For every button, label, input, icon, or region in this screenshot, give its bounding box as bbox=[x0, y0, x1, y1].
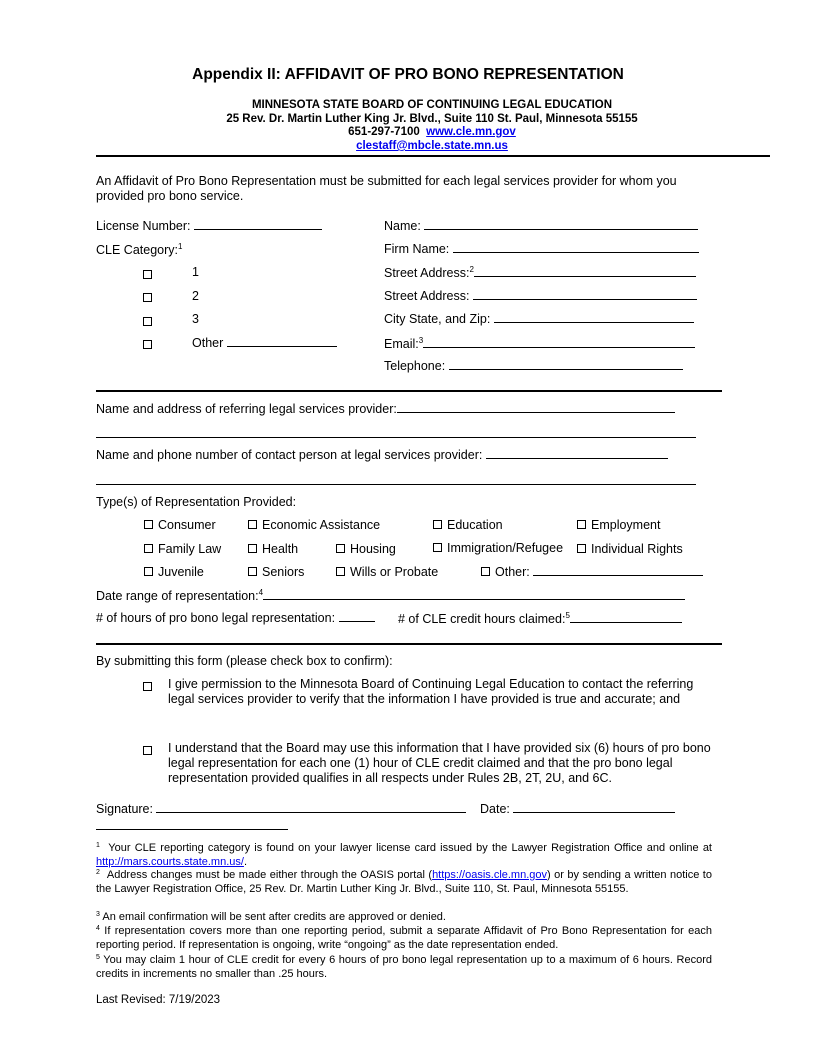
signature-line[interactable] bbox=[156, 802, 466, 813]
contact-person-line[interactable] bbox=[486, 448, 668, 459]
rep-seniors-option[interactable]: Seniors bbox=[248, 565, 304, 579]
footnote-5: $^5$ You may claim 1 hour of CLE credit for every 6 hours of pro bono legal representation up to a maximum of 6 hours. Record credits in increments no smaller than .25 hours. bbox=[96, 954, 713, 980]
license-number-line[interactable] bbox=[194, 219, 322, 230]
mars-courts-link[interactable]: http://mars.courts.state.mn.us/ bbox=[96, 855, 244, 868]
street-address-1-line[interactable] bbox=[474, 266, 696, 277]
signature-label: Signature: bbox=[96, 802, 153, 816]
footnote-ref-4: 4 bbox=[258, 588, 264, 597]
category-other-field[interactable] bbox=[192, 336, 337, 350]
contact-person-label: Name and phone number of contact person at legal services provider: bbox=[96, 448, 483, 462]
category-2-checkbox[interactable] bbox=[143, 293, 152, 302]
footnote-separator bbox=[96, 829, 288, 830]
rep-family-law-option[interactable]: Family Law bbox=[144, 542, 221, 556]
footnote-1: $^1$ Your CLE reporting category is found on your lawyer license card issued by the Lawyer Registration Office and online at http://mars.courts.state.mn.us/. bbox=[96, 842, 712, 868]
confirm-understand-text: I understand that the Board may use this information that I have provided six (6) hours of pro bono legal representation for each one (1) hour of CLE credit claimed and that the pro bono legal representation provided qualifies in all respects under Rules 2B, 2T, 2U, and 6C. bbox=[168, 741, 711, 785]
name-field[interactable] bbox=[384, 219, 698, 233]
rep-housing-option[interactable]: Housing bbox=[336, 542, 396, 556]
referring-provider-line[interactable] bbox=[397, 402, 675, 413]
rep-health-checkbox[interactable] bbox=[248, 544, 257, 553]
rep-other-checkbox[interactable] bbox=[481, 567, 490, 576]
category-other-label: Other bbox=[192, 336, 224, 350]
footnote-ref-1: 1 bbox=[177, 242, 183, 251]
rep-immigration-checkbox[interactable] bbox=[433, 543, 442, 552]
org-address: 25 Rev. Dr. Martin Luther King Jr. Blvd., Suite 110 St. Paul, Minnesota 55155 bbox=[226, 113, 638, 125]
org-name: MINNESOTA STATE BOARD OF CONTINUING LEGAL EDUCATION bbox=[251, 99, 613, 111]
email-line[interactable] bbox=[423, 337, 695, 348]
org-phone: 651-297-7100 bbox=[348, 126, 420, 138]
rep-consumer-checkbox[interactable] bbox=[144, 520, 153, 529]
signature-date-line[interactable] bbox=[513, 802, 675, 813]
confirm-understand-checkbox[interactable] bbox=[143, 746, 152, 755]
cle-category-label: CLE Category:$^1$ bbox=[96, 242, 183, 257]
category-1-label: 1 bbox=[192, 265, 199, 279]
referring-provider-field[interactable] bbox=[96, 402, 675, 416]
last-revised: Last Revised: 7/19/2023 bbox=[96, 994, 221, 1006]
firm-name-label: Firm Name: bbox=[384, 242, 450, 256]
section-rule-1 bbox=[96, 390, 722, 392]
footnote-4: $^4$ If representation covers more than one reporting period, submit a separate Affidavit of Pro Bono Representation for each reporting period. If representation is ongoing, write “ongoing” as the date representation ended. bbox=[96, 925, 712, 951]
credits-line[interactable] bbox=[570, 612, 682, 623]
license-number-label: License Number: bbox=[96, 219, 191, 233]
representation-types-label: Type(s) of Representation Provided: bbox=[96, 495, 297, 509]
category-other-checkbox[interactable] bbox=[143, 340, 152, 349]
street-address-2-label: Street Address: bbox=[384, 289, 470, 303]
firm-name-line[interactable] bbox=[453, 242, 699, 253]
rep-other-option[interactable]: Other: bbox=[481, 565, 703, 579]
confirm-permission-text: I give permission to the Minnesota Board of Continuing Legal Education to contact the referring legal services provider to verify that the information I have provided is true and accurate; and bbox=[168, 677, 694, 706]
telephone-label: Telephone: bbox=[384, 359, 446, 373]
license-number-field[interactable] bbox=[96, 219, 322, 233]
contact-person-field[interactable] bbox=[96, 448, 668, 462]
rep-education-option[interactable]: Education bbox=[433, 518, 503, 532]
category-3-label: 3 bbox=[192, 312, 199, 326]
rep-seniors-checkbox[interactable] bbox=[248, 567, 257, 576]
referring-provider-line-2[interactable] bbox=[96, 437, 696, 438]
rep-immigration-option[interactable]: Immigration/Refugee bbox=[433, 541, 563, 555]
name-line[interactable] bbox=[424, 219, 698, 230]
city-state-zip-line[interactable] bbox=[494, 312, 694, 323]
rep-other-line[interactable] bbox=[533, 565, 703, 576]
email-link[interactable]: clestaff@mbcle.state.mn.us bbox=[356, 140, 508, 152]
city-state-zip-field[interactable] bbox=[384, 312, 694, 326]
date-range-field[interactable] bbox=[96, 588, 685, 603]
footnote-ref-5: 5 bbox=[565, 611, 570, 620]
street-address-1-label: Street Address:$^2$ bbox=[384, 265, 474, 280]
org-contact-line bbox=[0, 126, 816, 138]
footnote-ref-3: 3 bbox=[418, 336, 424, 345]
signature-date-field[interactable] bbox=[480, 802, 675, 816]
category-other-line[interactable] bbox=[227, 336, 337, 347]
header-rule bbox=[96, 155, 770, 157]
footnote-2: $^2$ Address changes must be made either through the OASIS portal (https://oasis.cle.mn.gov) or by sending a written notice to the Lawyer Registration Office, 25 Rev. Dr. Martin Luther King Jr. Blvd., Suite 110, St. Paul, Minnesota 55155. bbox=[96, 869, 712, 895]
city-state-zip-label: City State, and Zip: bbox=[384, 312, 491, 326]
rep-employment-checkbox[interactable] bbox=[577, 520, 586, 529]
confirm-label: By submitting this form (please check box to confirm): bbox=[96, 654, 393, 668]
category-1-checkbox[interactable] bbox=[143, 270, 152, 279]
section-rule-2 bbox=[96, 643, 722, 645]
org-email-line bbox=[0, 140, 816, 152]
street-address-2-field[interactable] bbox=[384, 289, 697, 303]
rep-individual-rights-checkbox[interactable] bbox=[577, 544, 586, 553]
rep-wills-probate-checkbox[interactable] bbox=[336, 567, 345, 576]
signature-field[interactable] bbox=[96, 802, 466, 816]
telephone-field[interactable] bbox=[384, 359, 683, 373]
date-range-line[interactable] bbox=[263, 589, 685, 600]
website-link[interactable]: www.cle.mn.gov bbox=[426, 126, 516, 138]
category-3-checkbox[interactable] bbox=[143, 317, 152, 326]
rep-wills-probate-option[interactable]: Wills or Probate bbox=[336, 565, 438, 579]
email-field[interactable] bbox=[384, 336, 695, 351]
hours-line[interactable] bbox=[339, 611, 375, 622]
rep-health-option[interactable]: Health bbox=[248, 542, 298, 556]
hours-label: # of hours of pro bono legal representation: bbox=[96, 611, 336, 625]
confirm-permission-checkbox[interactable] bbox=[143, 682, 152, 691]
rep-individual-rights-option[interactable]: Individual Rights bbox=[577, 542, 683, 556]
email-label: Email:$^3$ bbox=[384, 336, 424, 351]
oasis-link[interactable]: https://oasis.cle.mn.gov bbox=[432, 869, 548, 881]
footnote-ref-2: 2 bbox=[469, 265, 474, 274]
page-title: Appendix II: AFFIDAVIT OF PRO BONO REPRESENTATION bbox=[192, 66, 624, 83]
telephone-line[interactable] bbox=[449, 359, 683, 370]
credits-label: # of CLE credit hours claimed:$^5$ bbox=[398, 611, 570, 626]
date-range-label: Date range of representation:$^4$ bbox=[96, 588, 264, 603]
rep-education-checkbox[interactable] bbox=[433, 520, 442, 529]
rep-housing-checkbox[interactable] bbox=[336, 544, 345, 553]
intro-text: An Affidavit of Pro Bono Representation must be submitted for each legal services provider for whom you provided pro bono service. bbox=[96, 174, 677, 203]
rep-employment-option[interactable]: Employment bbox=[577, 518, 660, 532]
hours-field[interactable] bbox=[96, 611, 375, 625]
rep-consumer-option[interactable]: Consumer bbox=[144, 518, 216, 532]
street-address-1-field[interactable] bbox=[384, 265, 696, 280]
contact-person-line-2[interactable] bbox=[96, 484, 696, 485]
rep-economic-assistance-option[interactable]: Economic Assistance bbox=[248, 518, 380, 532]
referring-provider-label: Name and address of referring legal services provider: bbox=[96, 402, 397, 416]
rep-juvenile-option[interactable]: Juvenile bbox=[144, 565, 204, 579]
signature-date-label: Date: bbox=[480, 802, 510, 816]
footnote-3: $^3$ An email confirmation will be sent after credits are approved or denied. bbox=[96, 911, 446, 923]
credits-field[interactable] bbox=[398, 611, 682, 626]
rep-family-law-checkbox[interactable] bbox=[144, 544, 153, 553]
category-2-label: 2 bbox=[192, 289, 199, 303]
rep-juvenile-checkbox[interactable] bbox=[144, 567, 153, 576]
rep-economic-assistance-checkbox[interactable] bbox=[248, 520, 257, 529]
name-label: Name: bbox=[384, 219, 421, 233]
street-address-2-line[interactable] bbox=[473, 289, 697, 300]
firm-name-field[interactable] bbox=[384, 242, 699, 256]
